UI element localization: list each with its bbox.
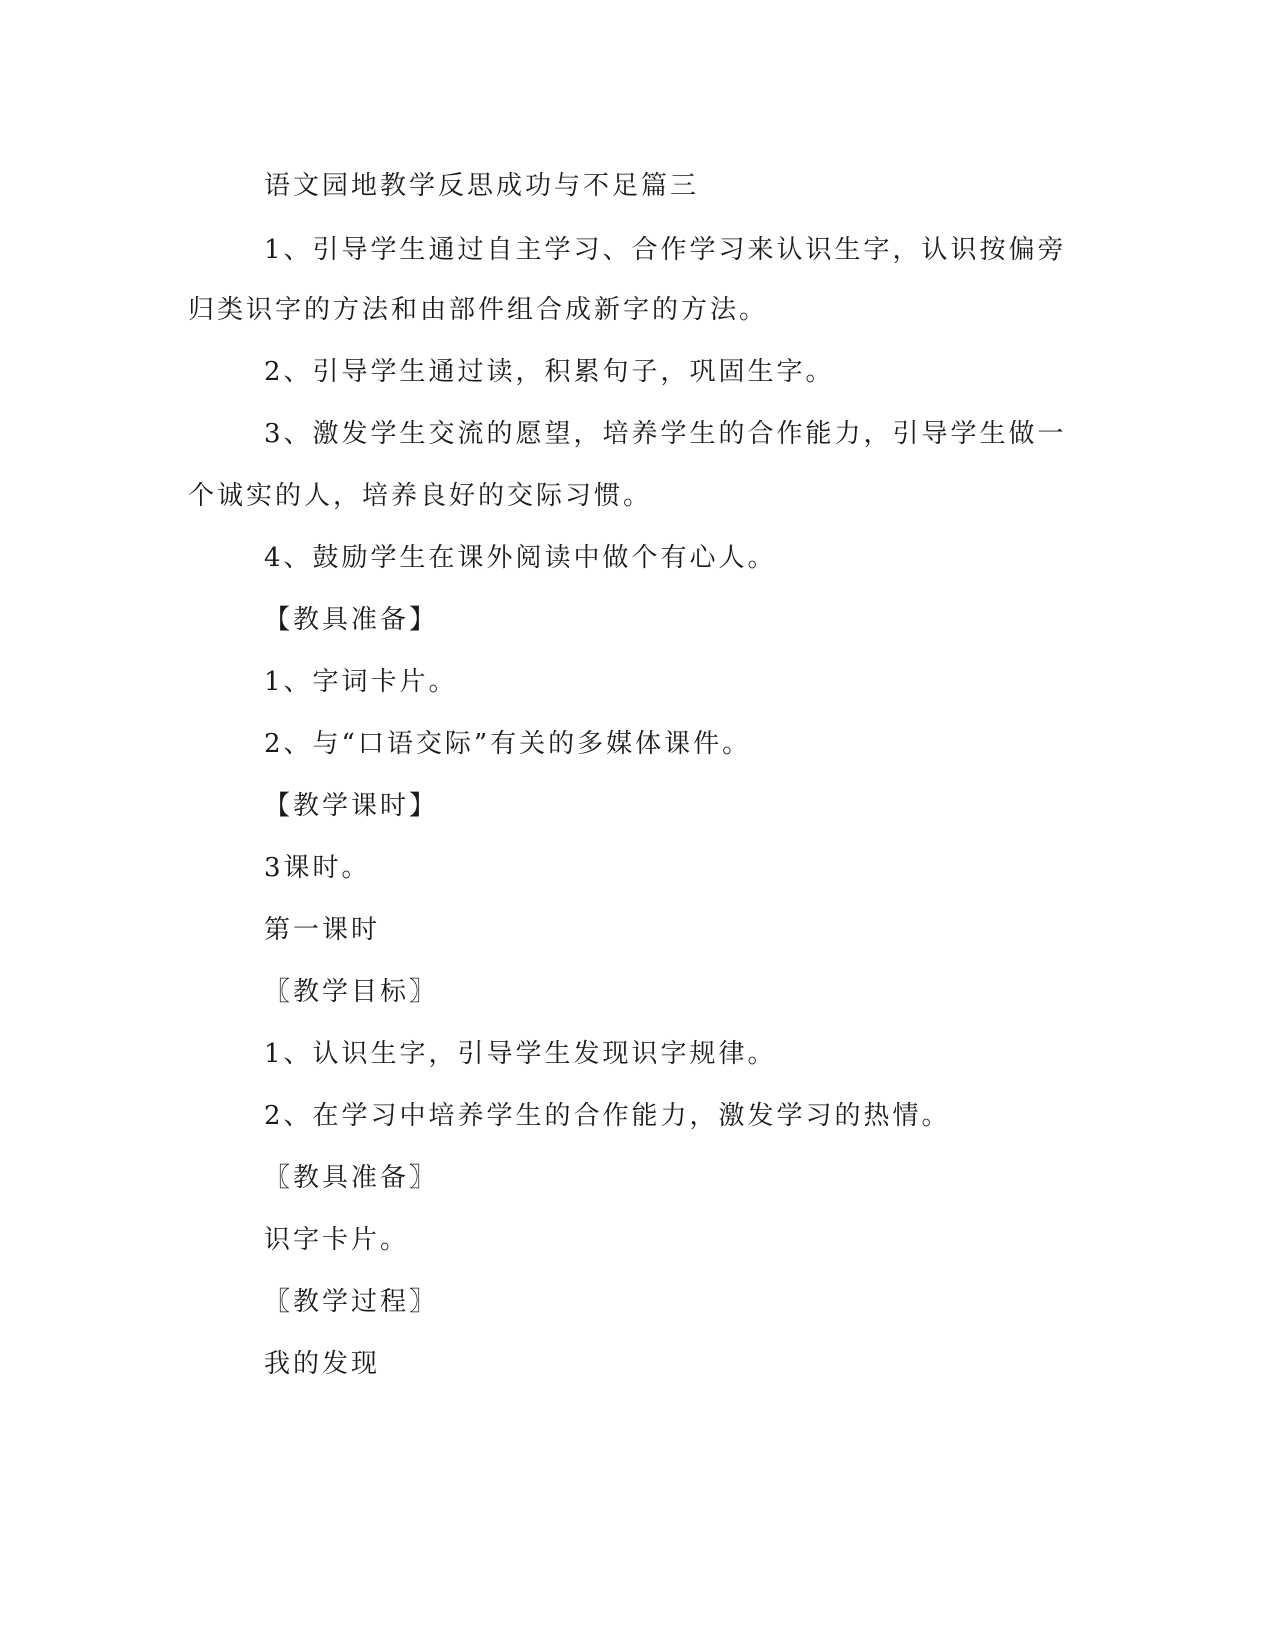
objective-item-3-continued: 个诚实的人，培养良好的交际习惯。: [188, 481, 653, 511]
lesson-1-process-heading: 〖教学过程〗: [264, 1287, 439, 1317]
objective-item-2: 2、引导学生通过读，积累句子，巩固生字。: [264, 357, 835, 387]
lesson-1-materials-heading: 〖教具准备〗: [264, 1163, 439, 1193]
objective-item-3: 3、激发学生交流的愿望，培养学生的合作能力，引导学生做一: [264, 419, 1067, 449]
schedule-value: 3课时。: [264, 853, 371, 883]
document-title: 语文园地教学反思成功与不足篇三: [264, 171, 700, 201]
objective-item-1-continued: 归类识字的方法和由部件组合成新字的方法。: [188, 295, 769, 325]
materials-heading: 【教具准备】: [264, 605, 439, 635]
objective-item-1: 1、引导学生通过自主学习、合作学习来认识生字，认识按偏旁: [264, 235, 1067, 265]
lesson-1-objectives-heading: 〖教学目标〗: [264, 977, 439, 1007]
lesson-1-materials-value: 识字卡片。: [264, 1225, 410, 1255]
materials-item-2: 2、与“口语交际”有关的多媒体课件。: [264, 729, 752, 759]
lesson-1-process-first-step: 我的发现: [264, 1349, 381, 1379]
lesson-1-objective-1: 1、认识生字，引导学生发现识字规律。: [264, 1039, 777, 1069]
schedule-heading: 【教学课时】: [264, 791, 439, 821]
objective-item-4: 4、鼓励学生在课外阅读中做个有心人。: [264, 543, 777, 573]
lesson-1-objective-2: 2、在学习中培养学生的合作能力，激发学习的热情。: [264, 1101, 951, 1131]
materials-item-1: 1、字词卡片。: [264, 667, 458, 697]
lesson-1-title: 第一课时: [264, 915, 381, 945]
